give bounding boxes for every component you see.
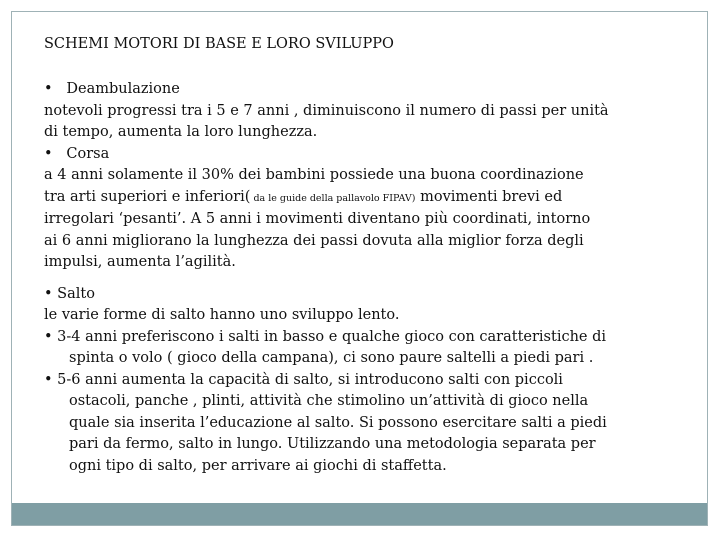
corsa-line bbox=[44, 187, 684, 210]
bullet: • bbox=[44, 328, 53, 345]
salto-intro: le varie forme di salto hanno uno sviluppo lento. bbox=[44, 307, 400, 323]
salto-item-line: quale sia inserita l’educazione al salto. Si possono esercitare salti a piedi bbox=[69, 414, 607, 431]
corsa-line-start: tra arti superiori e inferiori( bbox=[44, 188, 251, 205]
slide-title: SCHEMI MOTORI DI BASE E LORO SVILUPPO bbox=[44, 36, 394, 52]
bullet: • bbox=[44, 371, 53, 388]
salto-item-first-line bbox=[44, 327, 684, 349]
salto-heading: Salto bbox=[57, 285, 95, 302]
salto-item-first-line bbox=[44, 370, 684, 392]
corsa-line: a 4 anni solamente il 30% dei bambini possiede una buona coordinazione bbox=[44, 167, 584, 183]
section-deambulazione bbox=[44, 79, 684, 274]
section-salto bbox=[44, 284, 684, 478]
corsa-line: impulsi, aumenta l’agilità. bbox=[44, 254, 236, 270]
bullet: • bbox=[44, 285, 53, 302]
corsa-heading-line bbox=[44, 144, 684, 166]
corsa-line-end: movimenti brevi ed bbox=[415, 188, 563, 205]
salto-item-line: ogni tipo di salto, per arrivare ai giochi di staffetta. bbox=[69, 457, 447, 474]
deambulazione-heading-line bbox=[44, 79, 684, 101]
corsa-heading: Corsa bbox=[66, 145, 110, 162]
corsa-source-note: da le guide della pallavolo FIPAV) bbox=[250, 192, 416, 204]
bullet: • bbox=[44, 81, 53, 97]
footer-band bbox=[12, 503, 707, 525]
salto-item-line: ostacoli, panche , plinti, attività che stimolino un’attività di gioco nella bbox=[69, 393, 589, 409]
slide-content bbox=[44, 34, 684, 477]
deambulazione-line: di tempo, aumenta la loro lunghezza. bbox=[44, 124, 318, 140]
salto-heading-line bbox=[44, 284, 684, 306]
salto-item-text: 5-6 anni aumenta la capacità di salto, si introducono salti con piccoli bbox=[57, 371, 563, 388]
deambulazione-line: notevoli progressi tra i 5 e 7 anni , diminuiscono il numero di passi per unità bbox=[44, 102, 609, 119]
corsa-line: irregolari ‘pesanti’. A 5 anni i movimenti diventano più coordinati, intorno bbox=[44, 211, 591, 227]
bullet: • bbox=[44, 145, 53, 162]
salto-item-text: 3-4 anni preferiscono i salti in basso e qualche gioco con caratteristiche di bbox=[57, 328, 607, 345]
salto-item-line: spinta o volo ( gioco della campana), ci sono paure saltelli a piedi pari . bbox=[69, 350, 594, 366]
salto-item-line: pari da fermo, salto in lungo. Utilizzando una metodologia separata per bbox=[69, 436, 596, 452]
section-gap bbox=[44, 274, 684, 284]
corsa-line: ai 6 anni migliorano la lunghezza dei passi dovuta alla miglior forza degli bbox=[44, 232, 584, 249]
deambulazione-heading: Deambulazione bbox=[66, 81, 180, 97]
